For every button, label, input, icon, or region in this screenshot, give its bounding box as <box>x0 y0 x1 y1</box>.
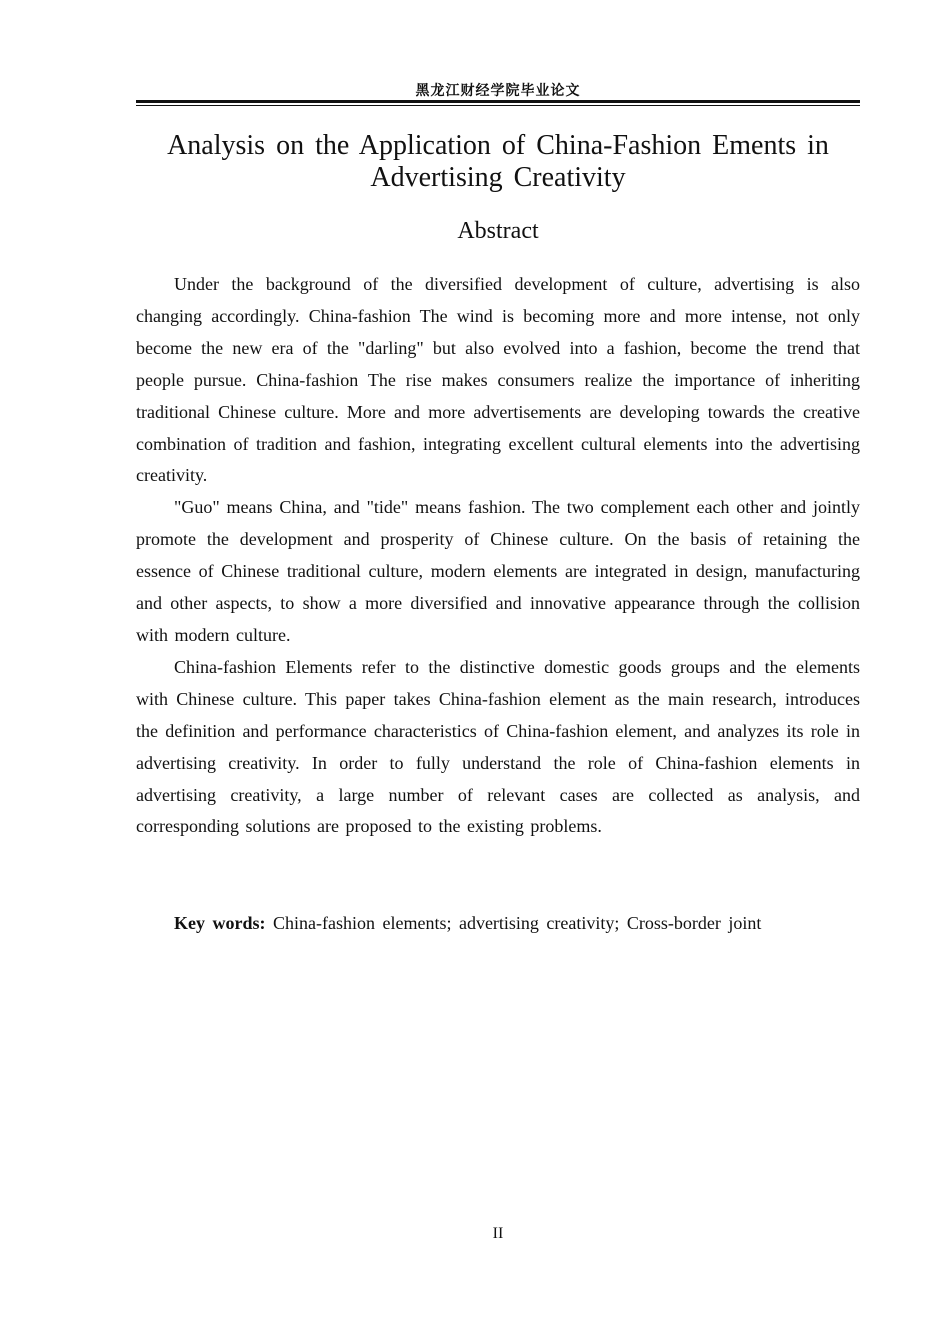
page-number: II <box>492 1225 504 1242</box>
header-rule-thick <box>136 100 860 103</box>
abstract-body <box>136 269 860 843</box>
keywords-text: China-fashion elements; advertising creativity; Cross-border joint <box>273 913 762 933</box>
abstract-paragraph-2: "Guo" means China, and "tide" means fashion. The two complement each other and jointly promote the development and prosperity of Chinese culture. On the basis of retaining the essence of Chinese traditional culture, modern elements are integrated in design, manufacturing and other aspects, to show a more diversified and innovative appearance through the collision with modern culture. <box>136 497 860 645</box>
abstract-heading: Abstract <box>457 218 539 244</box>
keywords-line <box>136 907 860 939</box>
abstract-paragraph-3: China-fashion Elements refer to the distinctive domestic goods groups and the elements with Chinese culture. This paper takes China-fashion element as the main research, introduces the definition and performance characteristics of China-fashion element, and analyzes its role in advertising creativity. In order to fully understand the role of China-fashion elements in advertising creativity, a large number of relevant cases are collected as analysis, and corresponding solutions are proposed to the existing problems. <box>136 656 860 837</box>
keywords-label: Key words: <box>174 913 266 933</box>
abstract-paragraph-1: Under the background of the diversified development of culture, advertising is also changing accordingly. China-fashion The wind is becoming more and more intense, not only become the new era of the "darling" but also evolved into a fashion, become the trend that people pursue. China-fashion The rise makes consumers realize the importance of inheriting traditional Chinese culture. More and more advertisements are developing towards the creative combination of tradition and fashion, integrating excellent cultural elements into the advertising creativity. <box>136 274 860 486</box>
paper-title: Analysis on the Application of China-Fashion Ements in Advertising Creativity <box>167 130 829 193</box>
running-header: 黑龙江财经学院毕业论文 <box>415 84 581 99</box>
header-rule-thin <box>136 105 860 106</box>
